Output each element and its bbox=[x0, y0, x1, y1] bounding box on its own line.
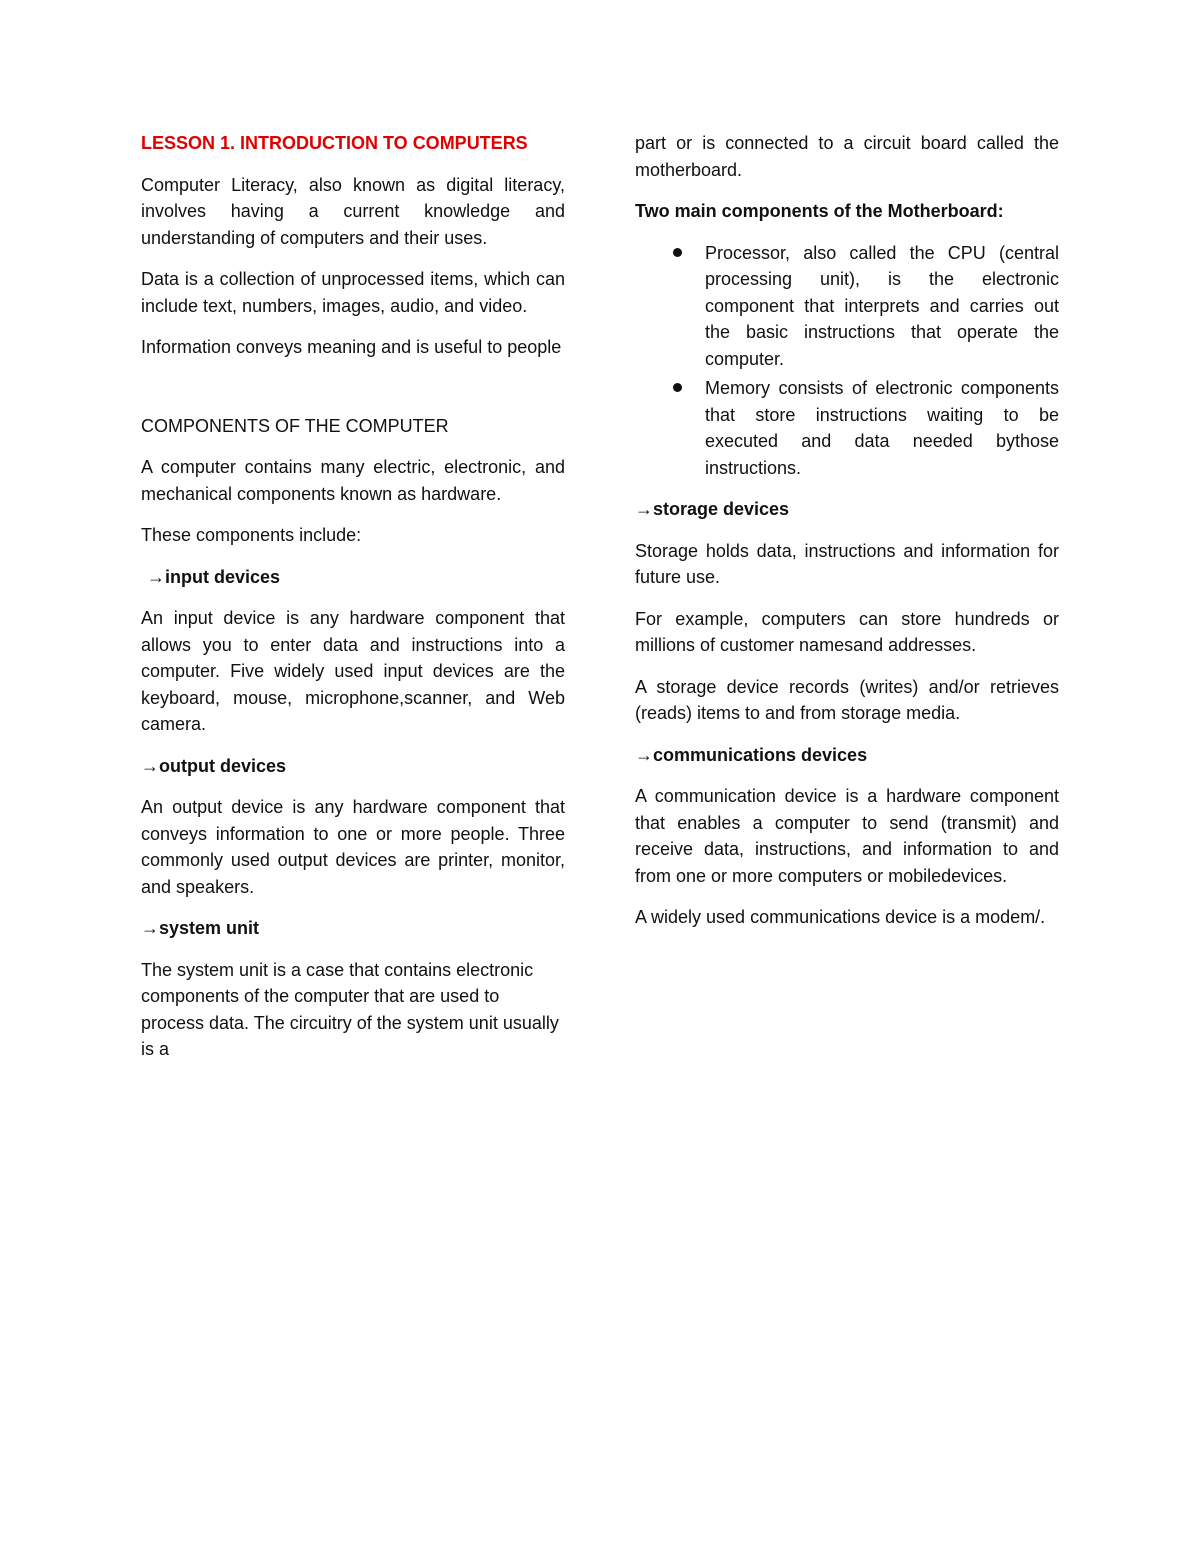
arrow-icon: → bbox=[141, 755, 159, 776]
paragraph-storage-3: A storage device records (writes) and/or retrieves (reads) items to and from storage media. bbox=[635, 676, 1059, 723]
paragraph-storage-2: For example, computers can store hundreds or millions of customer namesand addresses. bbox=[635, 608, 1059, 655]
arrow-icon: → bbox=[635, 499, 653, 519]
subheading-label: input devices bbox=[165, 566, 281, 587]
paragraph-information: Information conveys meaning and is useful to people bbox=[141, 337, 562, 357]
subheading-label: system unit bbox=[159, 918, 260, 938]
paragraph-data: Data is a collection of unprocessed items, which can include text, numbers, images, audio, and video. bbox=[141, 269, 565, 316]
list-item-text: Processor, also called the CPU (central processing unit), is the electronic component that interprets and carries out the basic instructions that operate the computer. bbox=[705, 242, 1059, 369]
paragraph-computer-literacy: Computer Literacy, also known as digital literacy, involves having a current knowledge and understanding of computers and their uses. bbox=[141, 174, 565, 248]
subheading-storage-devices bbox=[635, 496, 1059, 523]
lesson-title: LESSON 1. INTRODUCTION TO COMPUTERS bbox=[141, 133, 528, 153]
arrow-icon: → bbox=[147, 566, 165, 587]
motherboard-components-list bbox=[635, 240, 1059, 482]
list-item-memory bbox=[635, 375, 1059, 481]
paragraph-components-include: These components include: bbox=[141, 525, 362, 545]
paragraph-motherboard-continued: part or is connected to a circuit board called the motherboard. bbox=[635, 133, 1059, 180]
paragraph-system-unit: The system unit is a case that contains electronic components of the computer that are used to process data. The circuitry of the system unit usually is a bbox=[141, 959, 559, 1059]
subheading-label: storage devices bbox=[653, 499, 790, 519]
subheading-label: communications devices bbox=[653, 744, 868, 765]
left-column bbox=[141, 130, 565, 1078]
paragraph-storage-1: Storage holds data, instructions and information for future use. bbox=[635, 540, 1059, 587]
right-column bbox=[635, 130, 1059, 946]
subheading-system-unit bbox=[141, 915, 565, 942]
subheading-input-devices bbox=[141, 564, 565, 591]
paragraph-hardware: A computer contains many electric, electronic, and mechanical components known as hardware. bbox=[141, 457, 565, 504]
arrow-icon: → bbox=[141, 918, 159, 938]
bullet-icon bbox=[673, 248, 682, 257]
subheading-motherboard-components: Two main components of the Motherboard: bbox=[635, 201, 1004, 221]
section-title-components: COMPONENTS OF THE COMPUTER bbox=[141, 415, 449, 436]
subheading-output-devices bbox=[141, 753, 565, 780]
paragraph-communications-2: A widely used communications device is a modem/. bbox=[635, 907, 1046, 927]
subheading-label: output devices bbox=[159, 755, 287, 776]
list-item-text: Memory consists of electronic components that store instructions waiting to be executed and data needed bythose instructions. bbox=[705, 378, 1059, 478]
paragraph-input-devices: An input device is any hardware component that allows you to enter data and instructions into a computer. Five widely used input devices are the keyboard, mouse, microphone,scanner, and Web camera. bbox=[141, 608, 565, 734]
bullet-icon bbox=[673, 383, 682, 392]
paragraph-output-devices: An output device is any hardware component that conveys information to one or more people. Three commonly used output devices are printer, monitor, and speakers. bbox=[141, 797, 565, 897]
paragraph-communications-1: A communication device is a hardware component that enables a computer to send (transmit) and receive data, instructions, and information to and from one or more computers or mobiledevices. bbox=[635, 786, 1059, 886]
subheading-communications-devices bbox=[635, 742, 1059, 769]
arrow-icon: → bbox=[635, 744, 653, 765]
list-item-processor bbox=[635, 240, 1059, 373]
